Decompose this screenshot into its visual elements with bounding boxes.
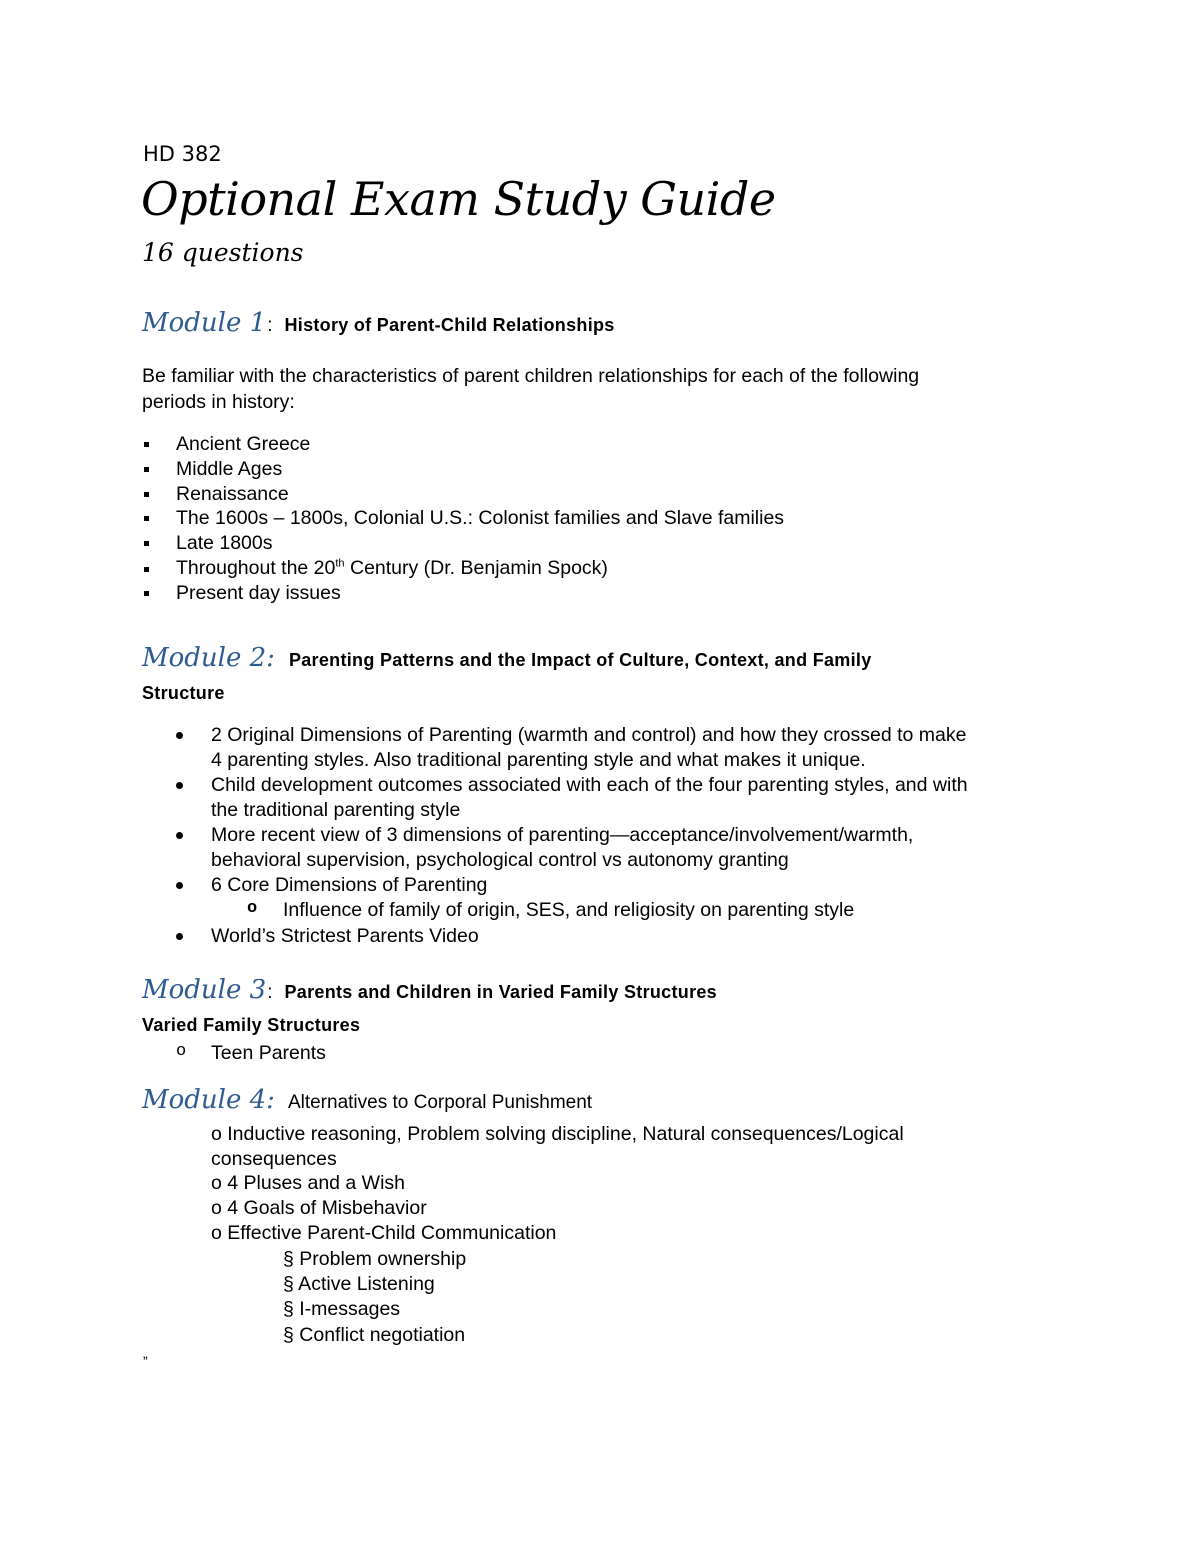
list-item: o Inductive reasoning, Problem solving discipline, Natural consequences/Logical [211, 1123, 904, 1145]
square-bullet-icon [144, 541, 149, 546]
square-bullet-icon [144, 467, 149, 472]
page-subtitle: 16 questions [142, 238, 304, 267]
list-item: o Effective Parent-Child Communication [211, 1222, 557, 1244]
module-1-colon: : [267, 315, 273, 336]
square-bullet-icon [144, 567, 149, 572]
list-subitem: § I-messages [283, 1298, 401, 1320]
module-1-intro-line2: periods in history: [142, 391, 295, 413]
sub-bullet-icon: o [176, 1042, 187, 1061]
round-bullet-icon [176, 832, 183, 839]
list-item-continued: 4 parenting styles. Also traditional parenting style and what makes it unique. [211, 749, 866, 771]
page-title: Optional Exam Study Guide [141, 172, 776, 226]
square-bullet-icon [144, 492, 149, 497]
list-item: Present day issues [176, 582, 341, 604]
list-item-text-rest: Century (Dr. Benjamin Spock) [344, 557, 608, 579]
list-item: Late 1800s [176, 532, 273, 554]
round-bullet-icon [176, 882, 183, 889]
square-bullet-icon [144, 442, 149, 447]
list-item-continued: behavioral supervision, psychological control vs autonomy granting [211, 849, 789, 871]
list-item: o 4 Goals of Misbehavior [211, 1197, 427, 1219]
list-subitem: § Active Listening [283, 1273, 435, 1295]
module-3-subheading: Varied Family Structures [142, 1015, 361, 1035]
module-2-title-line1: Parenting Patterns and the Impact of Culture, Context, and Family [288, 650, 872, 670]
round-bullet-icon [176, 933, 183, 940]
sub-bullet-icon: o [247, 899, 258, 918]
module-2-title-line2: Structure [142, 683, 225, 703]
list-item: The 1600s – 1800s, Colonial U.S.: Colonist families and Slave families [176, 507, 785, 529]
list-subitem: § Problem ownership [283, 1248, 467, 1270]
list-item: Teen Parents [211, 1042, 326, 1064]
round-bullet-icon [176, 732, 183, 739]
module-3-heading [142, 975, 717, 1005]
module-3-label: Module 3 [142, 975, 267, 1005]
module-2-heading [142, 643, 872, 673]
list-item: 2 Original Dimensions of Parenting (warmth and control) and how they crossed to make [211, 724, 967, 746]
list-item: Middle Ages [176, 458, 283, 480]
square-bullet-icon [144, 516, 149, 521]
list-item: 6 Core Dimensions of Parenting [211, 874, 488, 896]
module-4-label: Module 4: [142, 1085, 275, 1115]
module-1-heading [142, 308, 615, 338]
module-4-heading [142, 1085, 592, 1115]
list-item: Renaissance [176, 483, 289, 505]
list-item: o 4 Pluses and a Wish [211, 1172, 406, 1194]
module-1-label: Module 1 [142, 308, 267, 338]
list-item-text: Throughout the 20 [176, 557, 336, 579]
module-3-title: Parents and Children in Varied Family Structures [284, 982, 717, 1002]
round-bullet-icon [176, 782, 183, 789]
list-item: More recent view of 3 dimensions of parenting—acceptance/involvement/warmth, [211, 824, 914, 846]
list-item: Ancient Greece [176, 433, 311, 455]
list-item-continued: the traditional parenting style [211, 799, 461, 821]
module-1-title: History of Parent-Child Relationships [284, 315, 615, 335]
module-2-label: Module 2: [142, 643, 275, 673]
list-item: Child development outcomes associated with each of the four parenting styles, and with [211, 774, 968, 796]
list-item: World’s Strictest Parents Video [211, 925, 479, 947]
trailing-mark: „ [143, 1345, 148, 1361]
course-code: HD 382 [143, 142, 222, 166]
module-1-intro-line1: Be familiar with the characteristics of parent children relationships for each of the following [142, 365, 920, 387]
list-subitem: § Conflict negotiation [283, 1324, 466, 1346]
list-item [176, 557, 608, 580]
list-subitem: Influence of family of origin, SES, and religiosity on parenting style [283, 899, 855, 921]
module-3-colon: : [267, 982, 273, 1003]
list-item-continued: consequences [211, 1148, 337, 1170]
superscript: th [335, 557, 345, 570]
module-4-title: Alternatives to Corporal Punishment [287, 1092, 593, 1113]
square-bullet-icon [144, 591, 149, 596]
